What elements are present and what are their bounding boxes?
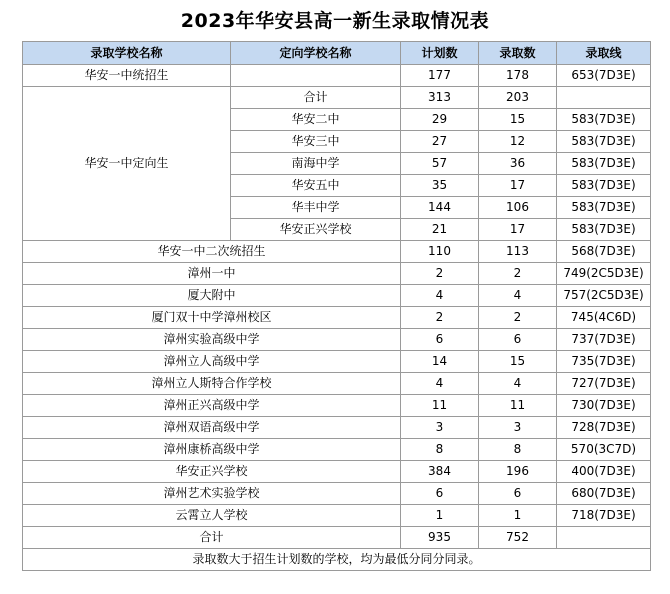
cell-total-plan: 935 <box>401 527 479 549</box>
cell-school: 云霄立人学校 <box>23 505 401 527</box>
footnote: 录取数大于招生计划数的学校，均为最低分同分同录。 <box>23 549 651 571</box>
admission-table <box>22 41 651 571</box>
cell-plan: 4 <box>401 285 479 307</box>
cell-line: 568(7D3E) <box>557 241 651 263</box>
cell-admit: 203 <box>479 87 557 109</box>
header-school: 录取学校名称 <box>23 42 231 65</box>
cell-line: 583(7D3E) <box>557 131 651 153</box>
cell-admit: 113 <box>479 241 557 263</box>
cell-line: 583(7D3E) <box>557 109 651 131</box>
cell-plan: 8 <box>401 439 479 461</box>
cell-admit: 1 <box>479 505 557 527</box>
cell-plan: 21 <box>401 219 479 241</box>
table-row <box>23 395 651 417</box>
cell-school: 漳州一中 <box>23 263 401 285</box>
cell-admit: 17 <box>479 219 557 241</box>
cell-school: 漳州实验高级中学 <box>23 329 401 351</box>
cell-target: 南海中学 <box>231 153 401 175</box>
note-row <box>23 549 651 571</box>
cell-school-merged: 华安一中定向生 <box>23 87 231 241</box>
cell-school: 漳州立人高级中学 <box>23 351 401 373</box>
table-row <box>23 417 651 439</box>
cell-plan: 57 <box>401 153 479 175</box>
table-row <box>23 241 651 263</box>
cell-plan: 313 <box>401 87 479 109</box>
cell-line: 737(7D3E) <box>557 329 651 351</box>
cell-line: 735(7D3E) <box>557 351 651 373</box>
total-row <box>23 527 651 549</box>
cell-line: 727(7D3E) <box>557 373 651 395</box>
table-row <box>23 65 651 87</box>
cell-line: 749(2C5D3E) <box>557 263 651 285</box>
table-header-row <box>23 42 651 65</box>
cell-admit: 2 <box>479 307 557 329</box>
cell-admit: 106 <box>479 197 557 219</box>
cell-line: 745(4C6D) <box>557 307 651 329</box>
table-row <box>23 351 651 373</box>
table-row <box>23 307 651 329</box>
cell-plan: 11 <box>401 395 479 417</box>
header-target-school: 定向学校名称 <box>231 42 401 65</box>
cell-target: 华安正兴学校 <box>231 219 401 241</box>
cell-school: 漳州立人斯特合作学校 <box>23 373 401 395</box>
cell-plan: 2 <box>401 263 479 285</box>
table-row <box>23 373 651 395</box>
cell-target <box>231 65 401 87</box>
cell-target: 华安三中 <box>231 131 401 153</box>
cell-admit: 12 <box>479 131 557 153</box>
cell-admit: 8 <box>479 439 557 461</box>
header-line: 录取线 <box>557 42 651 65</box>
table-row <box>23 505 651 527</box>
table-row <box>23 439 651 461</box>
cell-line: 680(7D3E) <box>557 483 651 505</box>
cell-school: 漳州康桥高级中学 <box>23 439 401 461</box>
cell-admit: 2 <box>479 263 557 285</box>
cell-plan: 1 <box>401 505 479 527</box>
other-schools-body <box>23 241 651 527</box>
cell-plan: 110 <box>401 241 479 263</box>
cell-total-admit: 752 <box>479 527 557 549</box>
header-plan: 计划数 <box>401 42 479 65</box>
cell-line: 583(7D3E) <box>557 197 651 219</box>
cell-admit: 15 <box>479 109 557 131</box>
cell-line: 730(7D3E) <box>557 395 651 417</box>
cell-school: 华安正兴学校 <box>23 461 401 483</box>
cell-admit: 11 <box>479 395 557 417</box>
cell-line: 570(3C7D) <box>557 439 651 461</box>
table-row <box>23 263 651 285</box>
table-row <box>23 285 651 307</box>
cell-school: 漳州艺术实验学校 <box>23 483 401 505</box>
cell-plan: 29 <box>401 109 479 131</box>
cell-admit: 196 <box>479 461 557 483</box>
cell-plan: 6 <box>401 329 479 351</box>
cell-admit: 4 <box>479 373 557 395</box>
table-row <box>23 329 651 351</box>
cell-target: 华丰中学 <box>231 197 401 219</box>
cell-line: 583(7D3E) <box>557 153 651 175</box>
cell-target: 华安二中 <box>231 109 401 131</box>
cell-line: 583(7D3E) <box>557 175 651 197</box>
cell-total-line <box>557 527 651 549</box>
cell-target: 合计 <box>231 87 401 109</box>
cell-line: 653(7D3E) <box>557 65 651 87</box>
cell-school: 华安一中统招生 <box>23 65 231 87</box>
header-admit: 录取数 <box>479 42 557 65</box>
cell-plan: 2 <box>401 307 479 329</box>
cell-admit: 17 <box>479 175 557 197</box>
cell-target: 华安五中 <box>231 175 401 197</box>
cell-plan: 14 <box>401 351 479 373</box>
cell-plan: 384 <box>401 461 479 483</box>
cell-total-label: 合计 <box>23 527 401 549</box>
cell-school: 华安一中二次统招生 <box>23 241 401 263</box>
cell-admit: 36 <box>479 153 557 175</box>
cell-admit: 6 <box>479 329 557 351</box>
cell-line: 728(7D3E) <box>557 417 651 439</box>
cell-line: 400(7D3E) <box>557 461 651 483</box>
cell-plan: 35 <box>401 175 479 197</box>
cell-admit: 3 <box>479 417 557 439</box>
cell-plan: 27 <box>401 131 479 153</box>
cell-plan: 4 <box>401 373 479 395</box>
cell-admit: 15 <box>479 351 557 373</box>
page-title: 2023年华安县高一新生录取情况表 <box>180 10 490 32</box>
cell-plan: 144 <box>401 197 479 219</box>
cell-school: 漳州双语高级中学 <box>23 417 401 439</box>
cell-line: 583(7D3E) <box>557 219 651 241</box>
table-row <box>23 87 651 109</box>
table-row <box>23 483 651 505</box>
table-row <box>23 461 651 483</box>
cell-line: 718(7D3E) <box>557 505 651 527</box>
cell-plan: 3 <box>401 417 479 439</box>
cell-school: 厦门双十中学漳州校区 <box>23 307 401 329</box>
cell-line <box>557 87 651 109</box>
cell-plan: 177 <box>401 65 479 87</box>
cell-admit: 4 <box>479 285 557 307</box>
cell-line: 757(2C5D3E) <box>557 285 651 307</box>
cell-admit: 6 <box>479 483 557 505</box>
cell-plan: 6 <box>401 483 479 505</box>
cell-school: 漳州正兴高级中学 <box>23 395 401 417</box>
cell-school: 厦大附中 <box>23 285 401 307</box>
cell-admit: 178 <box>479 65 557 87</box>
